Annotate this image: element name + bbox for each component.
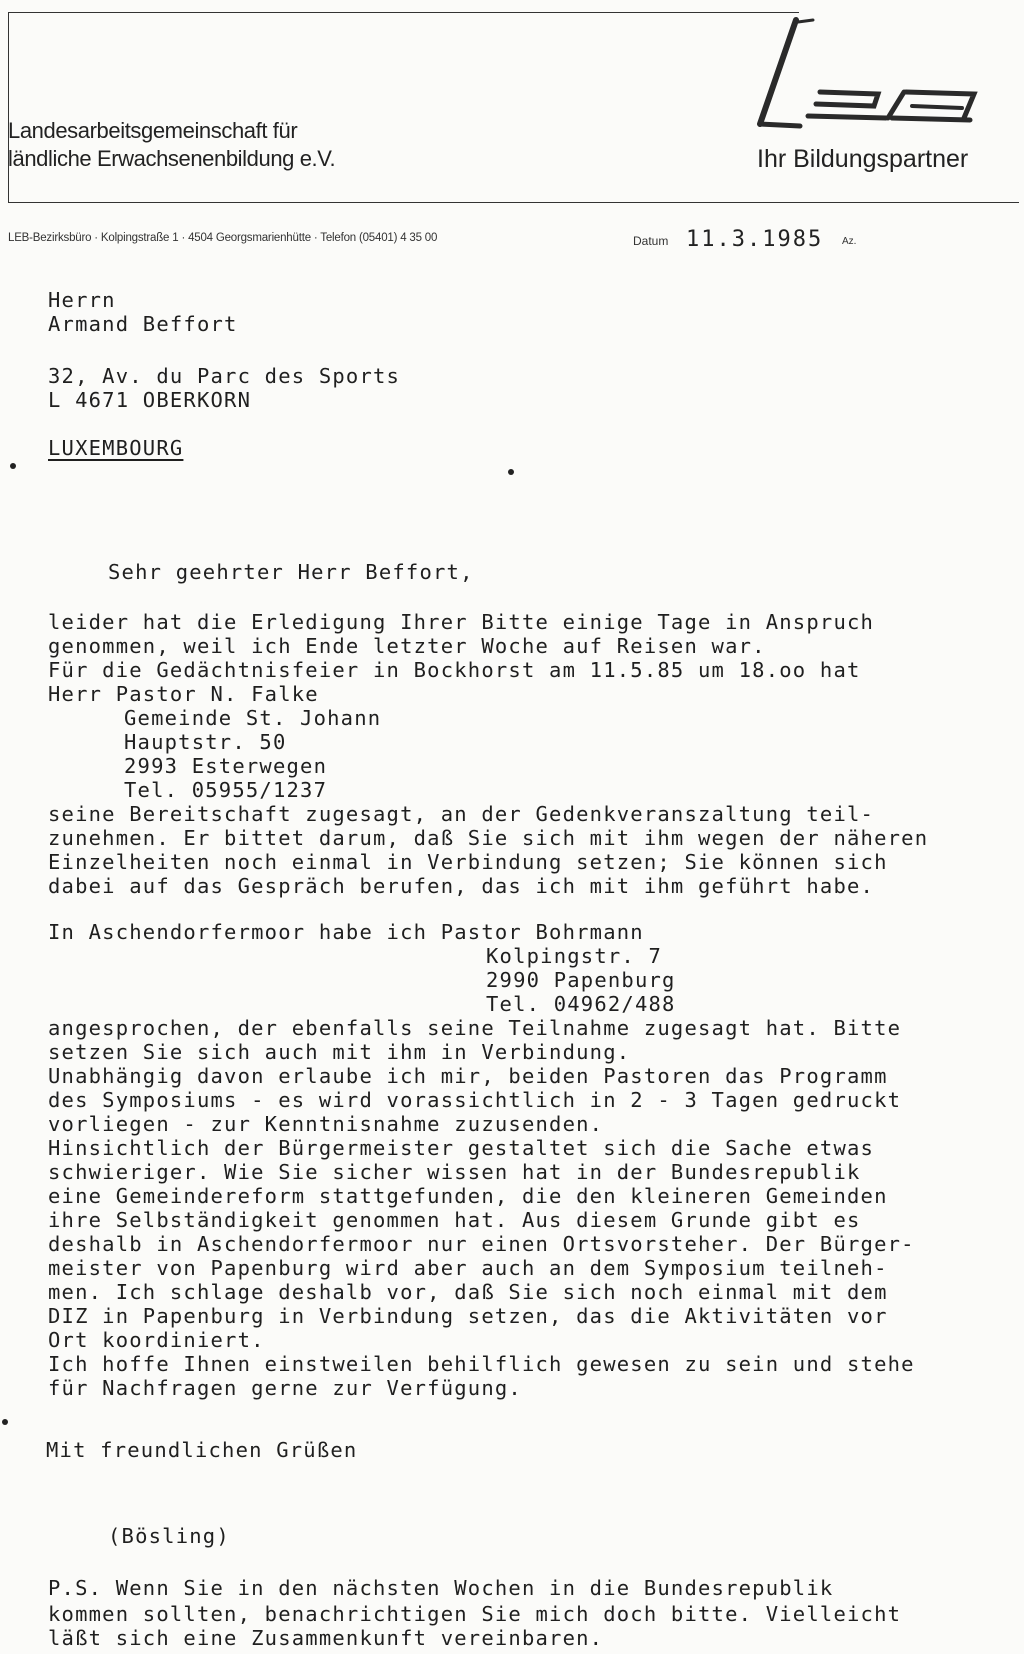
body-line: Ich hoffe Ihnen einstweilen behilflich gewesen zu sein und stehe	[48, 1352, 915, 1376]
body-line: deshalb in Aschendorfermoor nur einen Ortsvorsteher. Der Bürger-	[48, 1232, 915, 1256]
postscript-line: kommen sollten, benachrichtigen Sie mich doch bitte. Vielleicht	[48, 1602, 902, 1626]
greeting: Sehr geehrter Herr Beffort,	[108, 560, 474, 584]
body-line: seine Bereitschaft zugesagt, an der Gedenkveranszaltung teil-	[48, 802, 875, 826]
body-line: Hinsichtlich der Bürgermeister gestaltet sich die Sache etwas	[48, 1136, 875, 1160]
body-line: Herr Pastor N. Falke	[48, 682, 319, 706]
body-line: In Aschendorfermoor habe ich Pastor Bohrmann	[48, 920, 644, 944]
body-line: angesprochen, der ebenfalls seine Teilnahme zugesagt hat. Bitte	[48, 1016, 902, 1040]
organization-name	[8, 117, 335, 173]
body-line: dabei auf das Gespräch berufen, das ich mit ihm geführt habe.	[48, 874, 875, 898]
contact-line: Kolpingstr. 7	[486, 944, 663, 968]
office-address: LEB-Bezirksbüro · Kolpingstraße 1 · 4504 Georgsmarienhütte · Telefon (05401) 4 35 00	[8, 232, 438, 244]
signature: (Bösling)	[108, 1524, 230, 1548]
punch-mark	[508, 469, 514, 475]
body-line: des Symposiums - es wird vorassichtlich in 2 - 3 Tagen gedruckt	[48, 1088, 902, 1112]
body-line: eine Gemeindereform stattgefunden, die den kleineren Gemeinden	[48, 1184, 888, 1208]
org-name-line-1: Landesarbeitsgemeinschaft für	[8, 118, 298, 143]
recipient-street: 32, Av. du Parc des Sports	[48, 364, 401, 388]
closing: Mit freundlichen Grüßen	[46, 1438, 358, 1462]
recipient-name: Armand Beffort	[48, 312, 238, 336]
body-line: für Nachfragen gerne zur Verfügung.	[48, 1376, 522, 1400]
contact-line: Tel. 05955/1237	[124, 778, 328, 802]
recipient-city: L 4671 OBERKORN	[48, 388, 252, 412]
contact-line: 2990 Papenburg	[486, 968, 676, 992]
body-line: men. Ich schlage deshalb vor, daß Sie sich noch einmal mit dem	[48, 1280, 888, 1304]
reference-label: Az.	[842, 236, 857, 247]
letter-date: 11.3.1985	[686, 227, 824, 252]
body-line: setzen Sie sich auch mit ihm in Verbindung.	[48, 1040, 631, 1064]
body-line: ihre Selbständigkeit genommen hat. Aus diesem Grunde gibt es	[48, 1208, 861, 1232]
body-line: schwieriger. Wie Sie sicher wissen hat in der Bundesrepublik	[48, 1160, 861, 1184]
body-line: Unabhängig davon erlaube ich mir, beiden Pastoren das Programm	[48, 1064, 888, 1088]
tagline: Ihr Bildungspartner	[757, 145, 969, 173]
body-line: vorliegen - zur Kenntnisnahme zuzusenden.	[48, 1112, 604, 1136]
org-name-line-2: ländliche Erwachsenenbildung e.V.	[8, 146, 336, 171]
postscript-line: läßt sich eine Zusammenkunft vereinbaren.	[48, 1626, 604, 1650]
body-line: genommen, weil ich Ende letzter Woche auf Reisen war.	[48, 634, 766, 658]
contact-line: 2993 Esterwegen	[124, 754, 328, 778]
contact-line: Tel. 04962/488	[486, 992, 676, 1016]
punch-mark	[10, 463, 16, 469]
body-line: zunehmen. Er bittet darum, daß Sie sich mit ihm wegen der näheren	[48, 826, 929, 850]
postscript-line: P.S. Wenn Sie in den nächsten Wochen in die Bundesrepublik	[48, 1576, 834, 1600]
recipient-country: LUXEMBOURG	[48, 436, 184, 460]
recipient-salutation: Herrn	[48, 288, 116, 312]
body-line: leider hat die Erledigung Ihrer Bitte einige Tage in Anspruch	[48, 610, 875, 634]
date-label: Datum	[633, 234, 669, 248]
body-line: Ort koordiniert.	[48, 1328, 265, 1352]
contact-line: Hauptstr. 50	[124, 730, 287, 754]
body-line: Einzelheiten noch einmal in Verbindung setzen; Sie können sich	[48, 850, 888, 874]
contact-line: Gemeinde St. Johann	[124, 706, 382, 730]
body-line: Für die Gedächtnisfeier in Bockhorst am 11.5.85 um 18.oo hat	[48, 658, 861, 682]
leb-logo-icon	[738, 12, 1008, 142]
body-line: DIZ in Papenburg in Verbindung setzen, das die Aktivitäten vor	[48, 1304, 888, 1328]
body-line: meister von Papenburg wird aber auch an dem Symposium teilneh-	[48, 1256, 888, 1280]
punch-mark	[2, 1419, 8, 1425]
